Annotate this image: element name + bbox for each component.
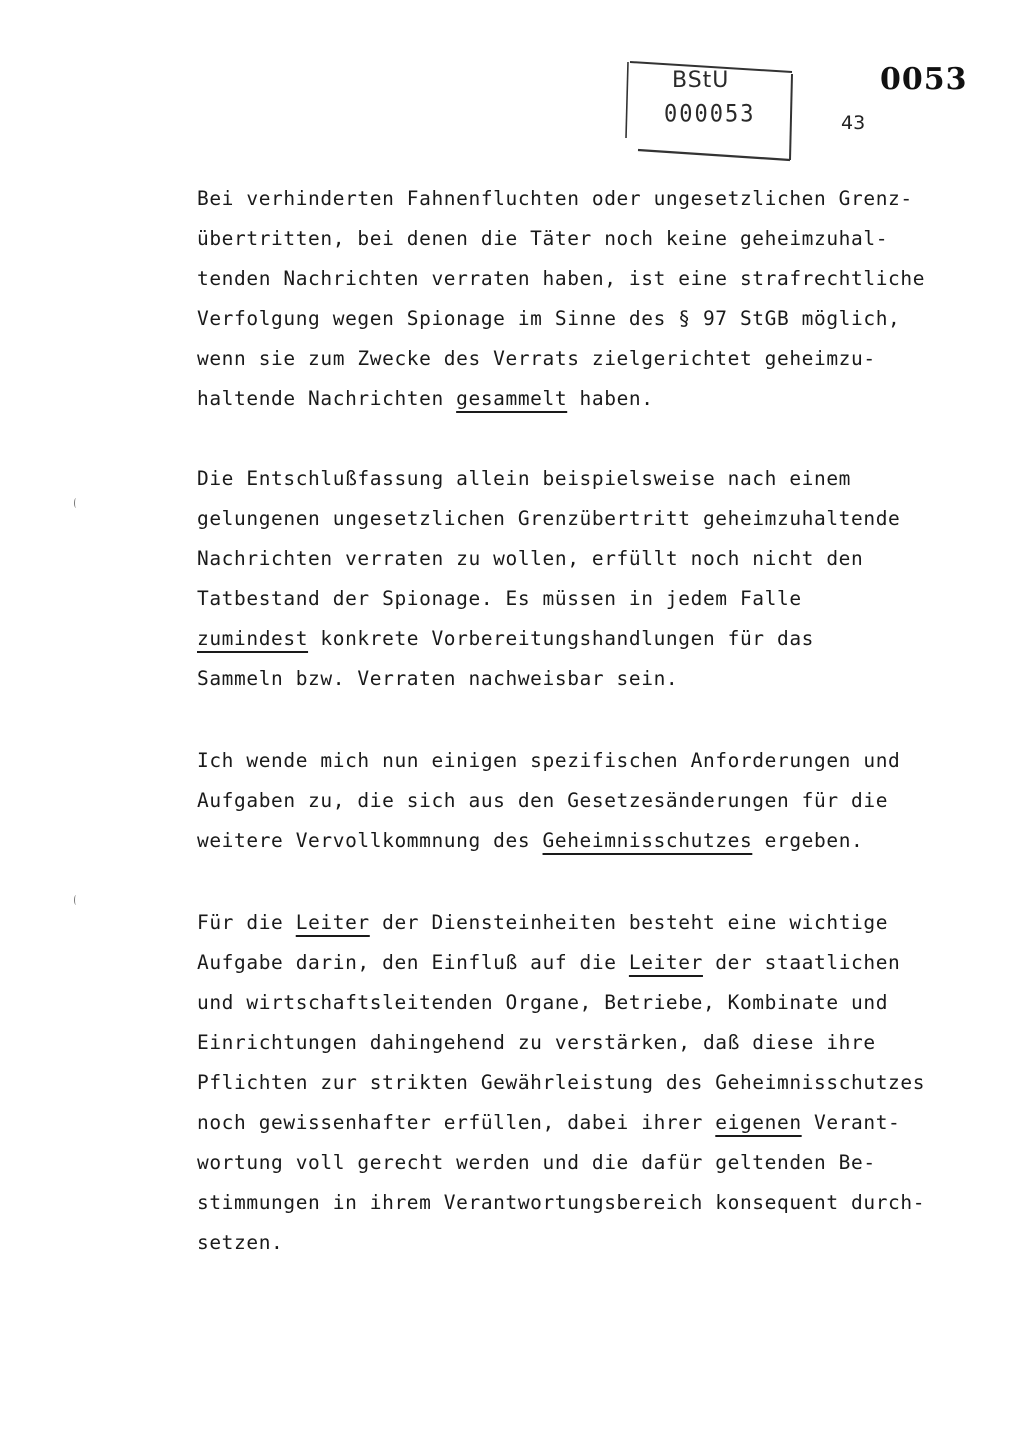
archive-stamp (624, 60, 794, 162)
scan-speck (74, 498, 78, 508)
text-line: setzen. (197, 1231, 284, 1254)
text-line: gelungenen ungesetzlichen Grenzübertritt geheimzuhaltende (197, 507, 901, 530)
text-line: Sammeln bzw. Verraten nachweisbar sein. (197, 667, 679, 690)
paragraph-3 (197, 741, 937, 861)
text-line: zumindest konkrete Vorbereitungshandlungen für das (197, 627, 815, 650)
text-line: Aufgabe darin, den Einfluß auf die Leiter der staatlichen (197, 951, 901, 974)
text-line: Ich wende mich nun einigen spezifischen Anforderungen und (197, 749, 901, 772)
stamp-agency-text: BStU (672, 68, 730, 93)
text-line: Verfolgung wegen Spionage im Sinne des § 97 StGB möglich, (197, 307, 901, 330)
underlined-word: Leiter (295, 911, 370, 934)
text-line: Einrichtungen dahingehend zu verstärken, daß diese ihre (197, 1031, 876, 1054)
underlined-word: Leiter (628, 951, 703, 974)
paragraph-1 (197, 179, 937, 419)
underlined-word: gesammelt (456, 387, 568, 410)
text-line: wenn sie zum Zwecke des Verrats zielgerichtet geheimzu- (197, 347, 876, 370)
underlined-word: zumindest (197, 627, 309, 650)
text-line: haltende Nachrichten gesammelt haben. (197, 387, 654, 410)
text-line: Nachrichten verraten zu wollen, erfüllt noch nicht den (197, 547, 864, 570)
text-line: übertritten, bei denen die Täter noch keine geheimzuhal- (197, 227, 889, 250)
text-line: Bei verhinderten Fahnenfluchten oder ungesetzlichen Grenz- (197, 187, 913, 210)
text-line: Aufgaben zu, die sich aus den Gesetzesänderungen für die (197, 789, 889, 812)
text-line: weitere Vervollkommnung des Geheimnisschutzes ergeben. (197, 829, 864, 852)
text-line: Pflichten zur strikten Gewährleistung des Geheimnisschutzes (197, 1071, 926, 1094)
text-line: Für die Leiter der Diensteinheiten besteht eine wichtige (197, 911, 889, 934)
text-line: noch gewissenhafter erfüllen, dabei ihrer eigenen Verant- (197, 1111, 901, 1134)
text-line: Die Entschlußfassung allein beispielsweise nach einem (197, 467, 852, 490)
archive-page-number: 0053 (880, 62, 968, 97)
text-line: und wirtschaftsleitenden Organe, Betriebe, Kombinate und (197, 991, 889, 1014)
paragraph-4 (197, 903, 937, 1263)
text-line: Tatbestand der Spionage. Es müssen in jedem Falle (197, 587, 802, 610)
underlined-word: eigenen (715, 1111, 802, 1134)
stamp-number-text: 000053 (664, 100, 756, 129)
text-line: stimmungen in ihrem Verantwortungsbereich konsequent durch- (197, 1191, 926, 1214)
document-page-number: 43 (841, 112, 866, 134)
text-line: wortung voll gerecht werden und die dafür geltenden Be- (197, 1151, 876, 1174)
text-line: tenden Nachrichten verraten haben, ist eine strafrechtliche (197, 267, 926, 290)
paragraph-2 (197, 459, 937, 699)
scan-speck (74, 895, 78, 905)
underlined-word: Geheimnisschutzes (542, 829, 753, 852)
